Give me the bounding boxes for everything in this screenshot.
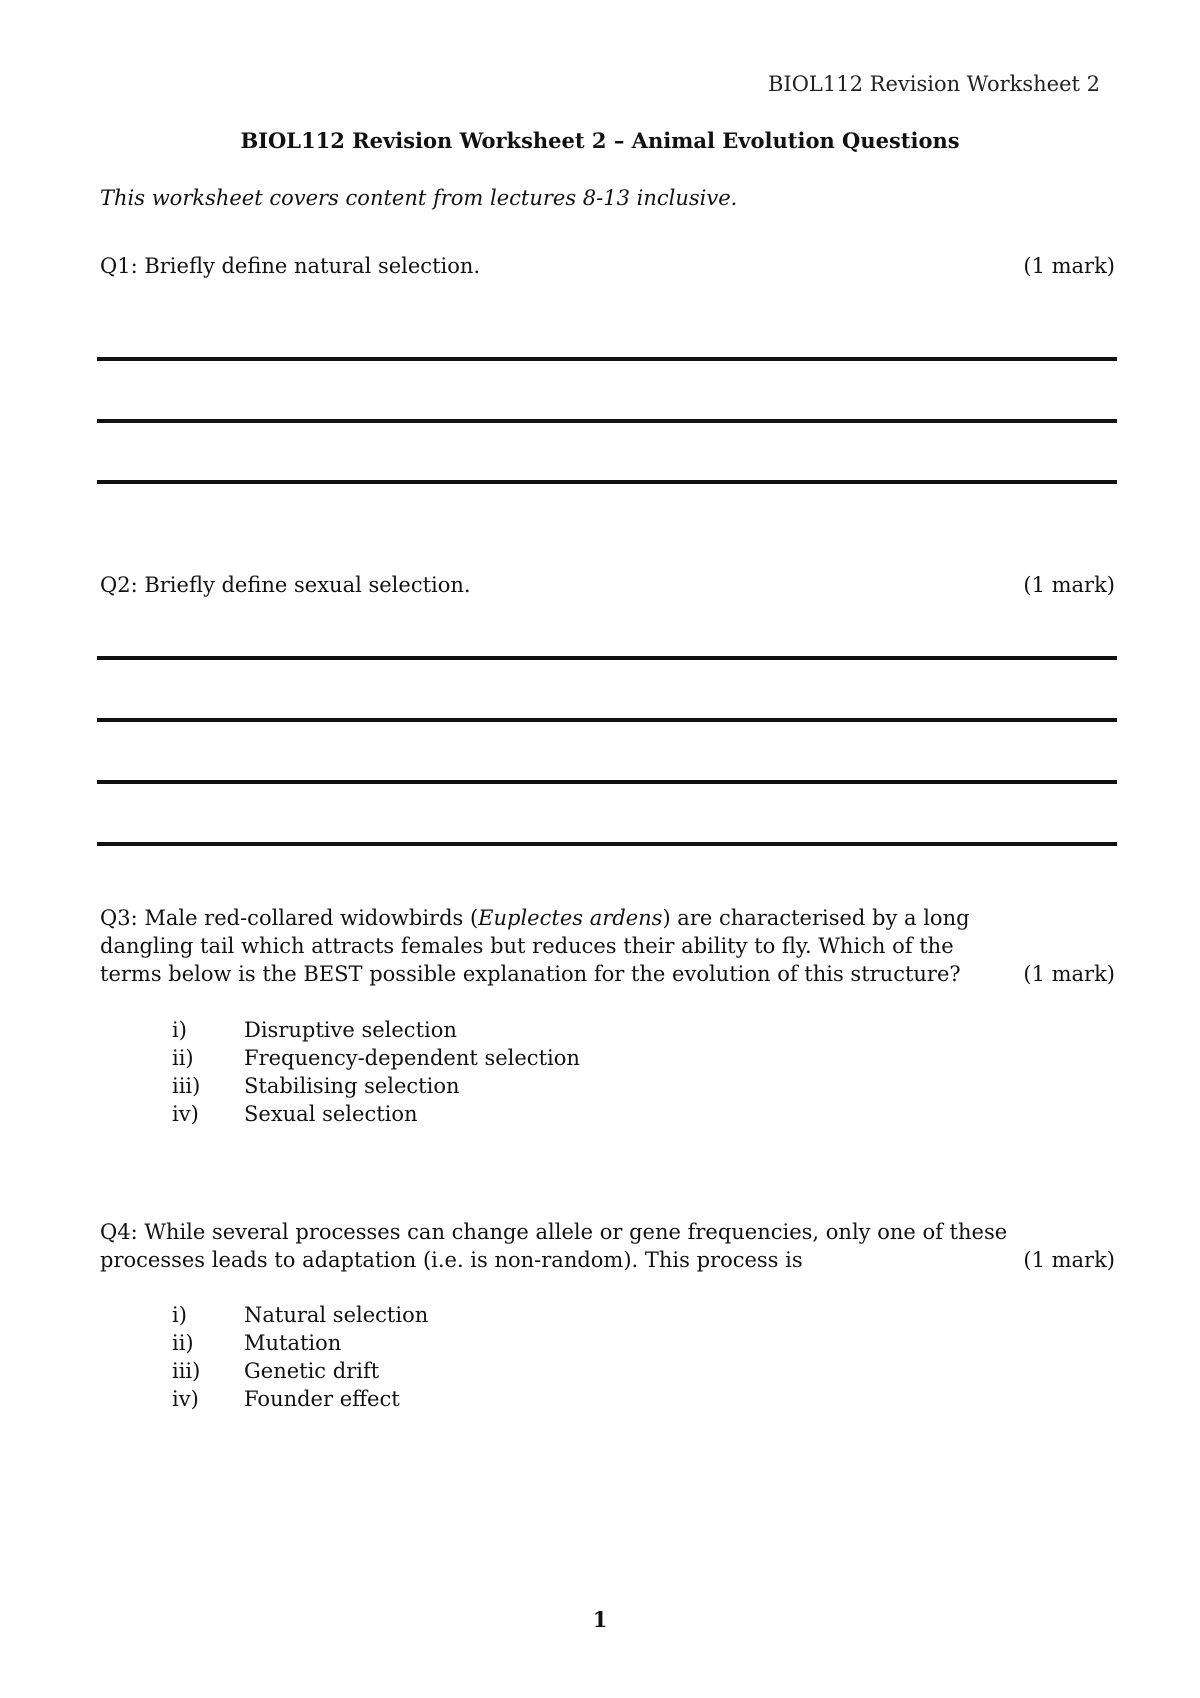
question-1-label: Q1:: [100, 254, 138, 278]
intro-text: This worksheet covers content from lectures 8-13 inclusive.: [100, 186, 738, 210]
question-4-text: While several processes can change allele or gene frequencies, only one of these processes leads to adaptation (i.e. is non-random). This process is: [100, 1220, 1008, 1272]
option-number: iii): [172, 1359, 201, 1383]
page-number: 1: [592, 1607, 608, 1632]
option-text: Frequency-dependent selection: [244, 1046, 580, 1070]
answer-line[interactable]: [97, 656, 1117, 660]
question-2-text: Briefly define sexual selection.: [137, 573, 471, 597]
option-number: ii): [172, 1046, 194, 1070]
option-item: [172, 1385, 428, 1413]
option-number: iii): [172, 1074, 201, 1098]
question-3-label: Q3:: [100, 906, 138, 930]
option-text: Stabilising selection: [244, 1074, 460, 1098]
question-3-marks: (1 mark): [1023, 962, 1115, 986]
option-item: [172, 1016, 580, 1044]
option-item: [172, 1044, 580, 1072]
option-text: Mutation: [244, 1331, 342, 1355]
answer-line[interactable]: [97, 780, 1117, 784]
option-item: [172, 1357, 428, 1385]
question-1-text: Briefly define natural selection.: [137, 254, 481, 278]
page-title: BIOL112 Revision Worksheet 2 – Animal Evolution Questions: [240, 128, 960, 153]
question-2: [100, 571, 1115, 599]
answer-line[interactable]: [97, 842, 1117, 846]
answer-line[interactable]: [97, 357, 1117, 361]
question-3: [100, 904, 1115, 988]
question-4-marks: (1 mark): [1023, 1248, 1115, 1272]
option-item: [172, 1072, 580, 1100]
question-2-marks: (1 mark): [1023, 573, 1115, 597]
option-text: Natural selection: [244, 1303, 429, 1327]
option-item: [172, 1329, 428, 1357]
option-number: i): [172, 1018, 187, 1042]
answer-line[interactable]: [97, 419, 1117, 423]
question-4: [100, 1218, 1115, 1274]
species-name: Euplectes ardens: [478, 906, 663, 930]
answer-line[interactable]: [97, 718, 1117, 722]
option-number: iv): [172, 1102, 199, 1126]
option-item: [172, 1301, 428, 1329]
question-4-options: [172, 1301, 428, 1413]
option-text: Disruptive selection: [244, 1018, 457, 1042]
option-text: Sexual selection: [244, 1102, 418, 1126]
option-number: iv): [172, 1387, 199, 1411]
running-header: BIOL112 Revision Worksheet 2: [767, 72, 1100, 96]
question-1-marks: (1 mark): [1023, 254, 1115, 278]
question-3-options: [172, 1016, 580, 1128]
question-4-label: Q4:: [100, 1220, 138, 1244]
option-text: Genetic drift: [244, 1359, 380, 1383]
question-1: [100, 252, 1115, 280]
question-2-label: Q2:: [100, 573, 138, 597]
question-3-text-before: Male red-collared widowbirds (: [137, 906, 479, 930]
option-number: ii): [172, 1331, 194, 1355]
answer-line[interactable]: [97, 480, 1117, 484]
option-number: i): [172, 1303, 187, 1327]
option-item: [172, 1100, 580, 1128]
question-3-text-after: ) are characterised by a long dangling tail which attracts females but reduces their ability to fly. Which of the terms below is the BEST possible explanation for the evolution of this structure?: [100, 906, 970, 986]
option-text: Founder effect: [244, 1387, 400, 1411]
